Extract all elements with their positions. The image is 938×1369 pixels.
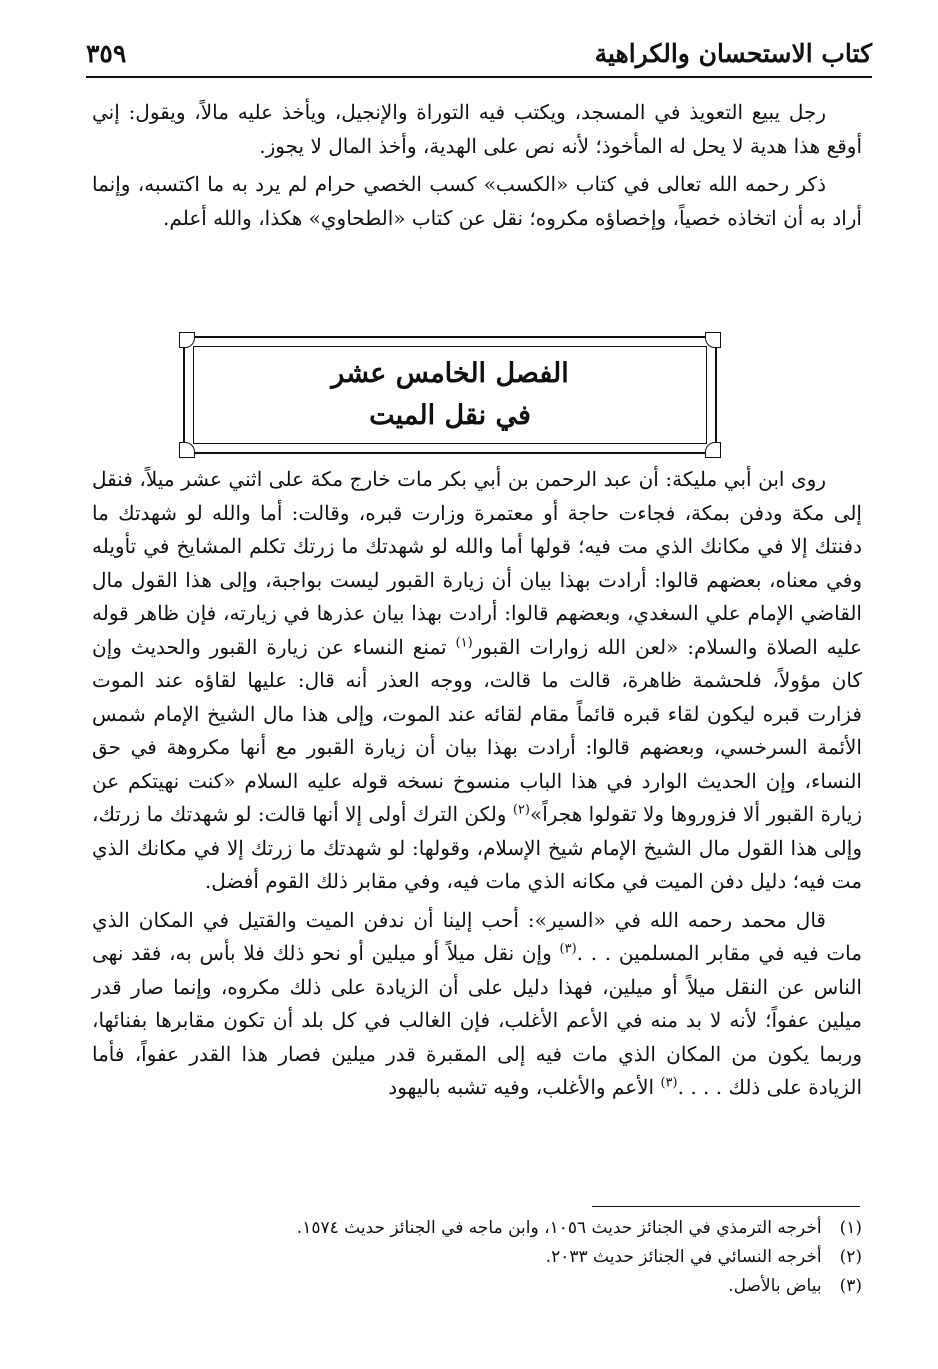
footnote-text: بياض بالأصل.	[728, 1276, 822, 1296]
section-heading-frame	[183, 336, 717, 454]
text-run: وإن نقل ميلاً أو ميلين أو نحو ذلك فلا بأس به، فقد نهى الناس عن النقل ميلاً أو ميلين، فهذا دليل على أن الزيادة على ذلك مكروه، وإنما صار قدر ميلين عفواً؛ لأنه لا بد منه في الأعم الأغلب، فإن الغالب في كل بلد أن تكون مقابرها بفنائها، وربما يكون من المكان الذي مات فيه إلى المقبرة قدر ميلين فصار هذا القدر عفواً، فأما الزيادة على ذلك . . . .	[92, 941, 862, 1099]
footnote-text: أخرجه الترمذي في الجنائز حديث ١٠٥٦، وابن ماجه في الجنائز حديث ١٥٧٤.	[296, 1218, 822, 1238]
frame-corner-ornament	[705, 332, 721, 348]
paragraph	[92, 904, 862, 1105]
footnote-marker: (١)	[455, 634, 473, 650]
footnote-number: (٢)	[839, 1247, 862, 1267]
footnote-separator	[592, 1206, 860, 1207]
footnote-number: (١)	[839, 1218, 862, 1238]
frame-corner-ornament	[705, 442, 721, 458]
chapter-number-heading: الفصل الخامس عشر	[331, 358, 569, 389]
paragraph: ذكر رحمه الله تعالى في كتاب «الكسب» كسب الخصي حرام لم يرد به ما اكتسبه، وإنما أراد به أن اتخاذه خصياً، وإخصاؤه مكروه؛ نقل عن كتاب «الطحاوي» هكذا، والله أعلم.	[92, 172, 862, 230]
footnote	[200, 1243, 862, 1272]
footnote-marker: (٣)	[559, 941, 577, 957]
text-run: ولكن الترك أولى إلا أنها قالت: لو شهدتك ما زرتك، وإلى هذا القول مال الشيخ الإمام شيخ الإسلام، وقولها: لو شهدتك ما زرتك إلا في مكانك الذي مت فيه؛ دليل دفن الميت في مكانه الذي مات فيه، وفي مقابر ذلك القوم أفضل.	[92, 802, 862, 893]
chapter-title-heading: في نقل الميت	[369, 400, 531, 431]
footnotes	[200, 1214, 862, 1301]
footnote-marker: (٢)	[512, 802, 530, 818]
footnote-marker: (٣)	[660, 1075, 678, 1091]
text-run: تمنع النساء عن زيارة القبور والحديث وإن كان مؤولاً، فلحشمة ظاهرة، قالت ما قالت، ووجه العذر أنه قال: عليها لقاؤه عند الموت فزارت قبره ليكون لقاء قبره قائماً مقام لقائه عند الموت، وإلى هذا مال الشيخ الإمام شمس الأئمة السرخسي، وبعضهم قالوا: أرادت بهذا بيان أن زيارة القبور مع أنها مكروهة في حق النساء، وإن الحديث الوارد في هذا الباب منسوخ نسخه قوله عليه السلام «كنت نهيتكم عن زيارة القبور ألا فزوروها ولا تقولوا هجراً»	[92, 634, 862, 826]
frame-corner-ornament	[179, 442, 195, 458]
paragraph: رجل يبيع التعويذ في المسجد، ويكتب فيه التوراة والإنجيل، ويأخذ عليه مالاً، ويقول: إني أوقع هذا هدية لا يحل له المأخوذ؛ لأنه نص على الهدية، وأخذ المال لا يجوز.	[92, 100, 862, 158]
footnote-number: (٣)	[839, 1276, 862, 1296]
footnote-text: أخرجه النسائي في الجنائز حديث ٢٠٣٣.	[545, 1247, 822, 1267]
intro-text	[92, 96, 862, 240]
running-title: كتاب الاستحسان والكراهية	[594, 38, 872, 68]
main-text	[92, 463, 862, 1110]
footnote	[200, 1214, 862, 1243]
paragraph	[92, 463, 862, 899]
text-run: روى ابن أبي مليكة: أن عبد الرحمن بن أبي بكر مات خارج مكة على اثني عشر ميلاً، فنقل إلى مكة ودفن بمكة، فجاءت حاجة أو معتمرة وزارت قبره، وقالت: أما والله لو شهدتك ما دفنتك إلا في مكانك الذي مت فيه؛ قولها أما والله لو شهدتك ما زرتك تكلم المشايخ في تأويله وفي معناه، بعضهم قالوا: أرادت بهذا بيان أن زيارة القبور ليست بواجبة، وإلى هذا القول مال القاضي الإمام علي السغدي، وبعضهم قالوا: أرادت بهذا بيان عذرها في زيارته، فإن ظاهر قوله عليه الصلاة والسلام: «لعن الله زوارات القبور	[92, 467, 862, 659]
running-header	[86, 30, 872, 78]
text-run: الأعم والأغلب، وفيه تشبه باليهود	[388, 1075, 661, 1099]
footnote	[200, 1272, 862, 1301]
page-number: ٣٥٩	[86, 38, 127, 68]
text-run: قال محمد رحمه الله في «السير»: أحب إلينا أن ندفن الميت والقتيل في المكان الذي مات فيه في مقابر المسلمين . . .	[92, 907, 862, 965]
section-heading	[193, 346, 707, 444]
